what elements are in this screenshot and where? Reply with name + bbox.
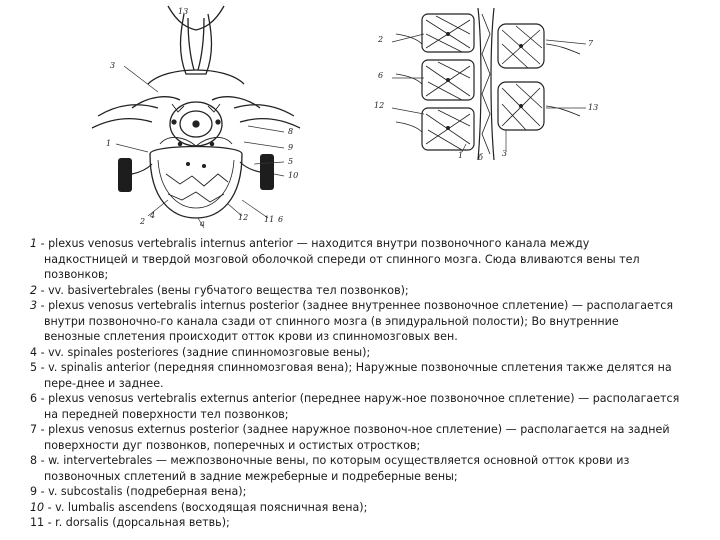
legend-entry <box>30 298 720 345</box>
legend-entry <box>30 391 720 422</box>
legend-entry-text: - plexus venosus vertebralis externus anterior (переднее наруж-ное позвоночное сплетение) — располагается <box>37 392 680 405</box>
legend-entry-continuation: надкостницей и твердой мозговой оболочкой спереди от спинного мозга. Сюда вливаются вены тел <box>44 252 640 266</box>
legend-entry-first-line <box>30 515 720 531</box>
figure-label: 1 <box>458 151 464 160</box>
legend-entry <box>30 345 720 361</box>
legend-entry-first-line <box>30 236 720 252</box>
legend-entry-continuation: позвонков; <box>44 268 109 281</box>
legend-entry-continuation: поверхности дуг позвонков, поперечных и остистых отростков; <box>44 438 421 452</box>
figure-label: 9 <box>288 143 294 152</box>
legend-entry-continuation: позвоночных сплетений в задние межреберные и подреберные вены; <box>44 469 458 483</box>
legend-list <box>30 236 720 531</box>
legend-entry <box>30 453 720 484</box>
figure-label: 13 <box>178 7 189 16</box>
legend-entry-first-line <box>30 391 720 407</box>
legend-entry-first-line <box>30 283 720 299</box>
legend-entry-continuation: внутри позвоночно-го канала сзади от спинного мозга (в эпидуральной полости); Во внутренние <box>44 314 619 328</box>
legend-entry-first-line <box>30 484 720 500</box>
figure-label: 12 <box>374 101 385 110</box>
vertebral-column-sagittal-drawing <box>366 4 606 164</box>
figure-label: 3 <box>502 149 508 158</box>
legend-entry-continuation: венозные сплетения происходит отток крови из спинномозговых вен. <box>44 330 458 343</box>
legend-entry-number: 8 <box>30 454 38 467</box>
figure-label: 13 <box>588 103 599 112</box>
legend-entry-text: - plexus venosus vertebralis internus anterior — находится внутри позвоночного канала между <box>37 237 590 250</box>
legend-entry-text: - plexus venosus vertebralis internus posterior (заднее внутреннее позвоночное сплетение) — располагается <box>37 299 674 312</box>
legend-entry-number: 10 <box>30 500 45 514</box>
vertebra-cross-section-figure <box>88 4 316 230</box>
vertebra-cross-section-drawing <box>88 4 316 230</box>
figure-label: 6 <box>378 71 384 80</box>
legend-entry <box>30 515 720 531</box>
figure-label: 7 <box>588 39 594 48</box>
figure-label: a <box>200 219 205 228</box>
legend-entry <box>30 360 720 391</box>
legend-entry-first-line <box>30 422 720 438</box>
legend-entry-text: - v. lumbalis ascendens (восходящая поясничная вена); <box>44 500 368 514</box>
figure-label: 3 <box>110 61 116 70</box>
legend-entry-number: 5 <box>30 361 38 374</box>
legend-entry-number: 7 <box>30 423 38 436</box>
legend-entry <box>30 422 720 453</box>
legend-entry-number: 4 <box>30 345 38 359</box>
legend-entry-text: - vv. spinales posteriores (задние спинномозговые вены); <box>37 345 371 359</box>
legend-entry-number: 1 <box>30 237 38 250</box>
figure-label: 4 <box>150 211 156 220</box>
legend-entry <box>30 484 720 500</box>
legend-entry-number: 9 <box>30 485 38 498</box>
figure-label: 8 <box>288 127 294 136</box>
figure-label: 1 <box>106 139 112 148</box>
legend-entry-number: 3 <box>30 299 38 312</box>
figure-label: 11 <box>264 215 275 224</box>
legend-entry-text: - w. intervertebrales — межпозвоночные вены, по которым осуществляется основной отток крови из <box>37 454 630 467</box>
figure-label: 10 <box>288 171 299 180</box>
figure-label: 2 <box>378 35 384 44</box>
legend-entry-first-line <box>30 453 720 469</box>
legend-entry-continuation: пере-днее и заднее. <box>44 376 164 390</box>
legend-entry-text: - v. subcostalis (подреберная вена); <box>37 485 247 498</box>
legend-entry-number: 6 <box>30 392 38 405</box>
figure-label: 12 <box>238 213 249 222</box>
figure-label: 5 <box>288 157 294 166</box>
legend-entry-first-line <box>30 345 720 361</box>
legend-entry <box>30 283 720 299</box>
figures <box>0 0 720 232</box>
legend-entry-text: - r. dorsalis (дорсальная ветвь); <box>44 516 230 529</box>
figure-label: 2 <box>140 217 146 226</box>
legend-entry-continuation: на передней поверхности тел позвонков; <box>44 407 289 421</box>
legend-entry-first-line <box>30 500 720 516</box>
legend-entry <box>30 500 720 516</box>
legend-entry-number: 11 <box>30 516 45 529</box>
legend-entry-text: - plexus venosus externus posterior (заднее наружное позвоноч-ное сплетение) — располагается на задней <box>37 423 670 436</box>
legend-entry-text: - v. spinalis anterior (передняя спинномозговая вена); Наружные позвоночные сплетения также делятся на <box>37 361 672 374</box>
vertebral-column-sagittal-figure <box>366 4 606 164</box>
legend-entry-first-line <box>30 360 720 376</box>
figure-label: б <box>478 153 483 162</box>
legend-entry <box>30 236 720 283</box>
figure-label: 6 <box>278 215 284 224</box>
legend-entry-text: - vv. basivertebrales (вены губчатого вещества тел позвонков); <box>37 283 409 297</box>
legend-entry-number: 2 <box>30 283 38 297</box>
legend-entry-first-line <box>30 298 720 314</box>
